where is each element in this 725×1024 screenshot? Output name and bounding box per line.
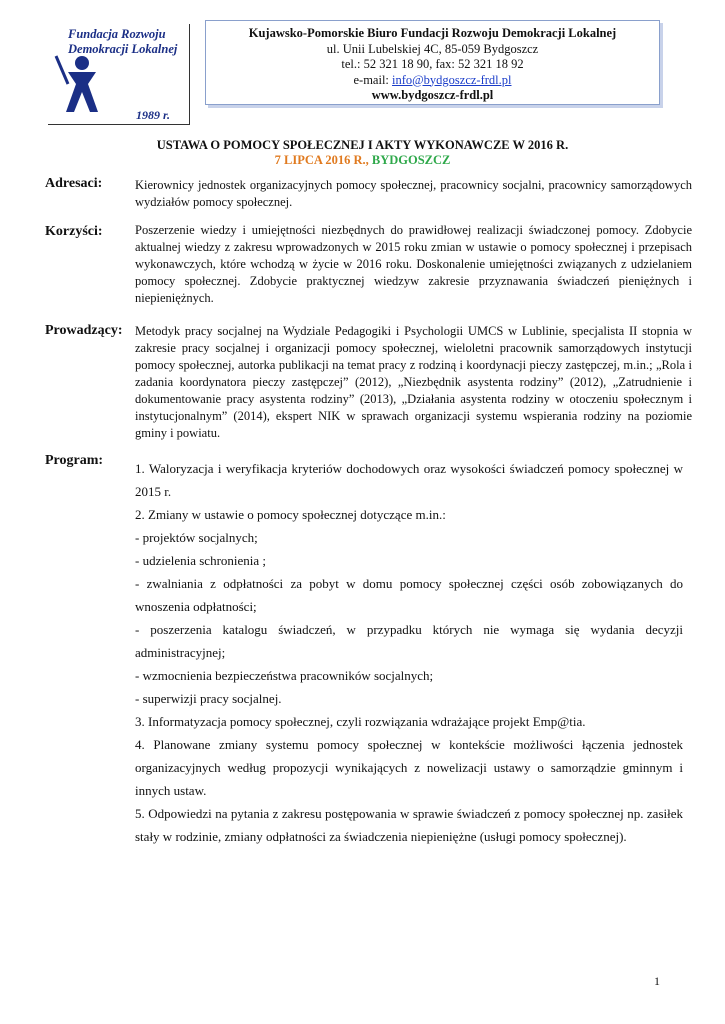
org-email-line (206, 73, 659, 89)
program-item: 1. Waloryzacja i weryfikacja kryteriów dochodowych oraz wysokości świadczeń pomocy społecznej w 2015 r. (135, 461, 683, 499)
logo-name-line1: Fundacja Rozwoju (68, 27, 166, 41)
adresaci-label: Adresaci: (45, 176, 103, 191)
logo-year: 1989 r. (136, 108, 171, 122)
korzysci-text: Poszerzenie wiedzy i umiejętności niezbędnych do prawidłowej realizacji świadczonej pomocy. Zdobycie aktualnej wiedzy z zakresu wprowadzonych w 2015 roku zmian w ustawie o pomocy społecznej i przepisach wykonawczych, które wchodzą w życie w 2016 roku. Doskonalenie umiejętności związanych z udzielaniem pomocy społecznej. Zdobycie praktycznej wiedzyw zakresie przyznawania świadczeń pieniężnych i niepieniężnych. (135, 223, 692, 305)
program-item: - wzmocnienia bezpieczeństwa pracowników socjalnych; (135, 668, 434, 683)
program-item: - superwizji pracy socjalnej. (135, 691, 282, 706)
prowadzacy-text: Metodyk pracy socjalnej na Wydziale Pedagogiki i Psychologii UMCS w Lublinie, specjalista II stopnia w zakresie pracy socjalnej i organizacji pomocy społecznej, wieloletni pracownik samorządowych instytucji pomocy społecznej, autorka publikacji na temat pracy z rodziną i koordynacji pieczy zastępczej, m.in.; „Rola i zadania koordynatora pieczy zastępczej” (2012), „Niezbędnik asystenta rodziny” (2012), „Zatrudnienie i dokumentowanie pracy asystenta rodziny” (2013), „Działania asystenta rodziny w otoczeniu społecznym i instytucjonalnym” (2014), ekspert NIK w sprawach organizacji systemu wspierania rodziny na poziomie gminy i powiatu. (135, 324, 692, 440)
adresaci-text: Kierownicy jednostek organizacyjnych pomocy społecznej, pracownicy socjalni, pracownicy samorządowych wydziałów pomocy społecznej. (135, 178, 692, 209)
program-item: 2. Zmiany w ustawie o pomocy społecznej dotyczące m.in.: (135, 507, 446, 522)
program-item: 5. Odpowiedzi na pytania z zakresu postępowania w sprawie świadczeń z pomocy społecznej np. zasiłek stały w rodzinie, zmiany odpłatności za świadczenia niepieniężne (usługi pomocy społecznej). (135, 806, 683, 844)
document-title: USTAWA O POMOCY SPOŁECZNEJ I AKTY WYKONAWCZE W 2016 R. (156, 138, 569, 152)
korzysci-label: Korzyści: (45, 224, 103, 239)
org-phone: tel.: 52 321 18 90, fax: 52 321 18 92 (341, 57, 524, 71)
person-logo-icon (54, 54, 114, 116)
prowadzacy-label: Prowadzący: (45, 323, 123, 338)
logo-divider-vertical (189, 24, 190, 124)
program-item: - poszerzenia katalogu świadczeń, w przypadku których nie wymaga się wydania decyzji administracyjnej; (135, 622, 683, 660)
program-item: - udzielenia schronienia ; (135, 553, 267, 568)
org-name: Kujawsko-Pomorskie Biuro Fundacji Rozwoju Demokracji Lokalnej (248, 26, 617, 40)
event-date-place (0, 152, 725, 168)
event-city: BYDGOSZCZ (371, 153, 451, 167)
website-link[interactable]: www.bydgoszcz-frdl.pl (371, 88, 494, 102)
program-item: 3. Informatyzacja pomocy społecznej, czyli rozwiązania wdrażające projekt Emp@tia. (135, 714, 586, 729)
contact-header (205, 20, 660, 105)
event-date: 7 LIPCA 2016 R., (274, 153, 369, 167)
org-address: ul. Unii Lubelskiej 4C, 85-059 Bydgoszcz (326, 41, 539, 56)
program-item: - projektów socjalnych; (135, 530, 258, 545)
email-link[interactable]: info@bydgoszcz-frdl.pl (392, 72, 512, 87)
logo-divider (48, 124, 190, 125)
foundation-logo (48, 24, 188, 124)
program-item: - zwalniania z odpłatności za pobyt w domu pomocy społecznej części osób zobowiązanych do wnoszenia odpłatności; (135, 576, 683, 614)
logo-name-line2: Demokracji Lokalnej (68, 42, 178, 56)
logo-name (68, 27, 198, 57)
program-list (135, 457, 683, 848)
page-number: 1 (654, 974, 660, 988)
email-prefix: e-mail: (353, 72, 393, 87)
program-label: Program: (45, 453, 104, 468)
program-item: 4. Planowane zmiany systemu pomocy społecznej w kontekście możliwości łączenia jednostek organizacyjnych według propozycji wynikających z nowelizacji ustawy o samorządzie gminnym i innych ustaw. (135, 737, 683, 798)
